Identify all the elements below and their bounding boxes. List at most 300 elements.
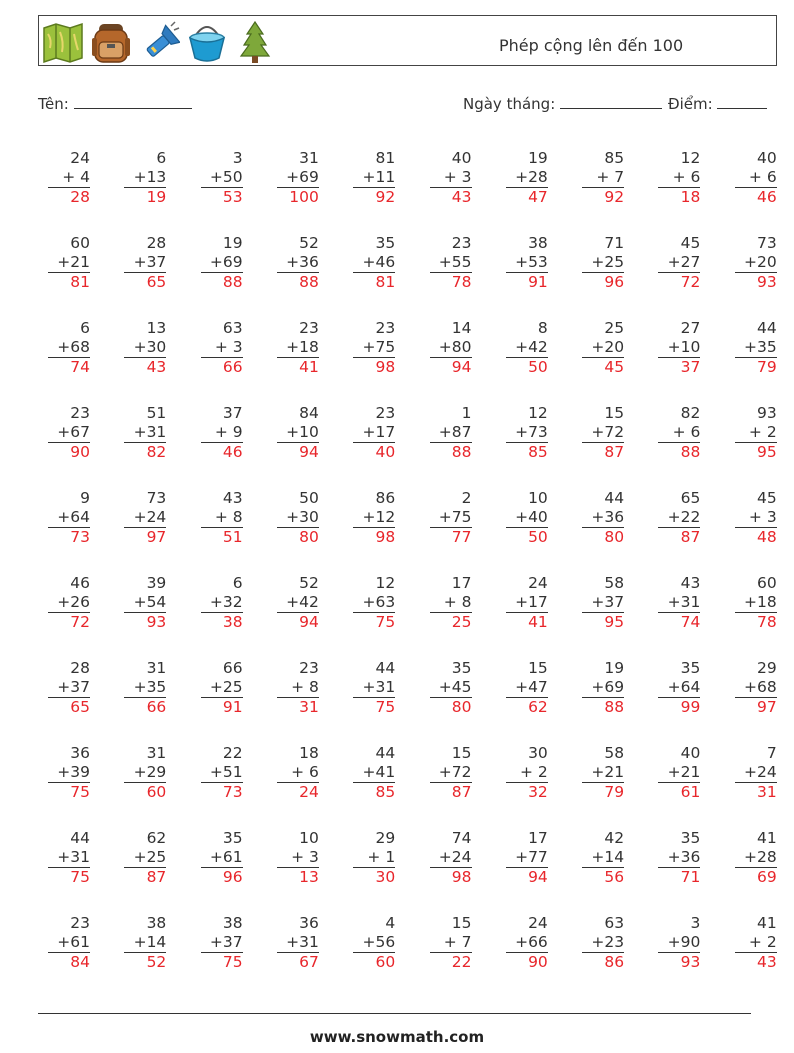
sum-answer: 94 — [299, 443, 319, 461]
sum-answer: 90 — [70, 443, 90, 461]
sum-answer: 50 — [528, 528, 548, 546]
addend-bottom: +61 — [48, 933, 90, 953]
addition-problem — [353, 404, 395, 462]
addition-problem — [582, 404, 624, 462]
addition-problem — [277, 744, 319, 802]
page-title: Phép cộng lên đến 100 — [499, 36, 684, 55]
sum-answer: 61 — [680, 783, 701, 801]
addition-problem — [48, 149, 90, 207]
sum-answer: 98 — [375, 358, 396, 376]
addend-bottom: +66 — [506, 933, 548, 953]
sum-answer: 73 — [222, 783, 243, 801]
sum-answer: 94 — [299, 613, 319, 631]
addition-problem — [582, 489, 624, 547]
name-label: Tên: — [38, 95, 69, 113]
addend-bottom: +10 — [658, 338, 700, 358]
addend-top: 44 — [375, 659, 396, 677]
addition-problem — [735, 404, 777, 462]
date-label: Ngày tháng: — [463, 95, 556, 113]
sum-answer: 53 — [222, 188, 243, 206]
addend-top: 44 — [756, 319, 777, 337]
addend-top: 23 — [299, 659, 319, 677]
addend-bottom: +55 — [430, 253, 472, 273]
addition-problem — [48, 234, 90, 292]
addition-problem — [353, 914, 395, 972]
addend-bottom: + 7 — [430, 933, 472, 953]
addend-top: 35 — [222, 829, 243, 847]
addition-problem — [277, 829, 319, 887]
addend-bottom: +72 — [430, 763, 472, 783]
addend-bottom: + 3 — [430, 168, 472, 188]
sum-answer: 88 — [680, 443, 701, 461]
sum-answer: 80 — [451, 698, 472, 716]
addend-top: 19 — [528, 149, 548, 167]
addend-top: 52 — [299, 574, 319, 592]
addend-bottom: +29 — [124, 763, 166, 783]
addend-bottom: +68 — [735, 678, 777, 698]
sum-answer: 74 — [680, 613, 701, 631]
name-blank[interactable] — [74, 94, 192, 109]
sum-answer: 75 — [70, 868, 90, 886]
addend-top: 45 — [756, 489, 777, 507]
addend-top: 41 — [756, 829, 777, 847]
sum-answer: 32 — [528, 783, 548, 801]
addend-bottom: +36 — [582, 508, 624, 528]
sum-answer: 40 — [375, 443, 396, 461]
addend-bottom: +21 — [48, 253, 90, 273]
addend-bottom: +39 — [48, 763, 90, 783]
backpack-icon — [90, 20, 132, 64]
addition-problem — [201, 489, 243, 547]
addition-problem — [582, 914, 624, 972]
score-label: Điểm: — [668, 95, 713, 113]
addend-top: 2 — [461, 489, 472, 507]
addend-top: 24 — [528, 574, 548, 592]
addend-bottom: +30 — [124, 338, 166, 358]
addition-problem — [430, 829, 472, 887]
addition-problem — [506, 574, 548, 632]
addend-bottom: + 6 — [658, 168, 700, 188]
addition-problem — [582, 574, 624, 632]
addend-bottom: +31 — [48, 848, 90, 868]
addend-bottom: +14 — [124, 933, 166, 953]
sum-answer: 43 — [146, 358, 167, 376]
addition-problem — [201, 829, 243, 887]
addition-problem — [201, 319, 243, 377]
addend-top: 15 — [451, 914, 472, 932]
addition-problem — [277, 659, 319, 717]
sum-answer: 69 — [756, 868, 777, 886]
addend-top: 17 — [528, 829, 548, 847]
addend-bottom: +31 — [277, 933, 319, 953]
addition-problem — [124, 234, 166, 292]
addition-problem — [353, 319, 395, 377]
addend-top: 15 — [528, 659, 548, 677]
addend-bottom: +37 — [201, 933, 243, 953]
addition-problem — [430, 489, 472, 547]
sum-answer: 75 — [70, 783, 90, 801]
date-blank[interactable] — [560, 94, 662, 109]
addend-bottom: + 6 — [735, 168, 777, 188]
addend-bottom: +28 — [735, 848, 777, 868]
addition-problem — [506, 149, 548, 207]
addend-top: 4 — [385, 914, 396, 932]
addend-top: 42 — [604, 829, 625, 847]
addend-top: 9 — [80, 489, 90, 507]
sum-answer: 88 — [451, 443, 472, 461]
sum-answer: 92 — [375, 188, 396, 206]
addition-problem — [353, 234, 395, 292]
addition-problem — [430, 234, 472, 292]
sum-answer: 96 — [604, 273, 625, 291]
sum-answer: 66 — [146, 698, 167, 716]
addend-top: 25 — [604, 319, 625, 337]
addend-top: 51 — [146, 404, 167, 422]
addend-top: 40 — [451, 149, 472, 167]
sum-answer: 91 — [528, 273, 548, 291]
addition-problem — [201, 659, 243, 717]
sum-answer: 38 — [222, 613, 243, 631]
sum-answer: 80 — [604, 528, 625, 546]
sum-answer: 50 — [528, 358, 548, 376]
addend-bottom: +54 — [124, 593, 166, 613]
addend-top: 74 — [451, 829, 472, 847]
addition-problem — [735, 659, 777, 717]
addend-bottom: +41 — [353, 763, 395, 783]
addend-top: 7 — [766, 744, 777, 762]
map-icon — [42, 20, 84, 64]
addend-top: 62 — [146, 829, 167, 847]
addend-bottom: + 3 — [201, 338, 243, 358]
addition-problem — [430, 914, 472, 972]
sum-answer: 60 — [375, 953, 396, 971]
sum-answer: 92 — [604, 188, 625, 206]
sum-answer: 84 — [70, 953, 90, 971]
addition-problem — [430, 404, 472, 462]
addend-top: 58 — [604, 574, 625, 592]
sum-answer: 75 — [375, 613, 396, 631]
addend-top: 93 — [756, 404, 777, 422]
addition-problem — [201, 574, 243, 632]
addend-top: 84 — [299, 404, 319, 422]
addition-problem — [353, 744, 395, 802]
sum-answer: 91 — [222, 698, 243, 716]
addition-problem — [277, 319, 319, 377]
addition-problem — [506, 234, 548, 292]
addition-problem — [658, 234, 700, 292]
addend-bottom: +32 — [201, 593, 243, 613]
addend-top: 6 — [80, 319, 90, 337]
addition-problem — [124, 744, 166, 802]
addition-problem — [124, 404, 166, 462]
addition-problem — [201, 149, 243, 207]
addition-problem — [201, 914, 243, 972]
addend-top: 28 — [146, 234, 167, 252]
addition-problem — [658, 829, 700, 887]
addend-top: 66 — [222, 659, 243, 677]
addend-bottom: +20 — [582, 338, 624, 358]
addend-bottom: +24 — [124, 508, 166, 528]
sum-answer: 85 — [528, 443, 548, 461]
sum-answer: 78 — [756, 613, 777, 631]
addend-top: 63 — [604, 914, 625, 932]
addend-bottom: +72 — [582, 423, 624, 443]
sum-answer: 56 — [604, 868, 625, 886]
addition-problem — [430, 319, 472, 377]
addend-bottom: +12 — [353, 508, 395, 528]
sum-answer: 72 — [680, 273, 701, 291]
addend-bottom: + 2 — [735, 933, 777, 953]
addition-problem — [353, 659, 395, 717]
addend-top: 40 — [680, 744, 701, 762]
addition-problem — [582, 149, 624, 207]
addend-bottom: +63 — [353, 593, 395, 613]
addition-problem — [277, 574, 319, 632]
addend-bottom: +36 — [277, 253, 319, 273]
addend-top: 28 — [70, 659, 90, 677]
sum-answer: 31 — [756, 783, 777, 801]
addend-bottom: +80 — [430, 338, 472, 358]
addend-top: 31 — [299, 149, 319, 167]
footer-url[interactable]: www.snowmath.com — [309, 1028, 485, 1046]
addend-top: 19 — [222, 234, 243, 252]
addend-bottom: +13 — [124, 168, 166, 188]
addend-top: 35 — [451, 659, 472, 677]
addend-top: 44 — [604, 489, 625, 507]
sum-answer: 100 — [289, 188, 319, 206]
sum-answer: 60 — [146, 783, 167, 801]
addend-bottom: + 6 — [658, 423, 700, 443]
addition-problem — [506, 829, 548, 887]
addend-top: 40 — [756, 149, 777, 167]
addend-top: 24 — [528, 914, 548, 932]
sum-answer: 87 — [451, 783, 472, 801]
addend-bottom: +90 — [658, 933, 700, 953]
addend-top: 50 — [299, 489, 319, 507]
addend-bottom: +64 — [48, 508, 90, 528]
addend-bottom: +42 — [506, 338, 548, 358]
sum-answer: 48 — [756, 528, 777, 546]
addition-problem — [353, 574, 395, 632]
addend-bottom: +46 — [353, 253, 395, 273]
addend-top: 3 — [232, 149, 243, 167]
addend-top: 31 — [146, 659, 167, 677]
addend-bottom: +27 — [658, 253, 700, 273]
addend-top: 45 — [680, 234, 701, 252]
addend-bottom: +69 — [582, 678, 624, 698]
addition-problem — [277, 404, 319, 462]
addend-top: 35 — [680, 829, 701, 847]
addition-problem — [48, 404, 90, 462]
addend-top: 73 — [146, 489, 167, 507]
addend-bottom: +23 — [582, 933, 624, 953]
addend-bottom: + 7 — [582, 168, 624, 188]
addend-bottom: +18 — [277, 338, 319, 358]
sum-answer: 95 — [756, 443, 777, 461]
addend-top: 8 — [537, 319, 548, 337]
addend-top: 71 — [604, 234, 625, 252]
sum-answer: 78 — [451, 273, 472, 291]
addend-bottom: +21 — [658, 763, 700, 783]
addend-bottom: +30 — [277, 508, 319, 528]
addend-top: 23 — [299, 319, 319, 337]
addend-bottom: +42 — [277, 593, 319, 613]
addend-top: 27 — [680, 319, 701, 337]
addend-bottom: + 2 — [735, 423, 777, 443]
addition-problem — [201, 234, 243, 292]
addition-problem — [124, 574, 166, 632]
addend-bottom: +31 — [353, 678, 395, 698]
addition-problem — [48, 914, 90, 972]
addend-top: 44 — [70, 829, 90, 847]
addition-problem — [658, 489, 700, 547]
addend-bottom: +10 — [277, 423, 319, 443]
sum-answer: 41 — [299, 358, 319, 376]
addend-top: 13 — [146, 319, 167, 337]
addend-bottom: +51 — [201, 763, 243, 783]
addition-problem — [658, 574, 700, 632]
footer-divider — [38, 1013, 751, 1014]
sum-answer: 79 — [756, 358, 777, 376]
addition-problem — [735, 149, 777, 207]
addend-top: 1 — [461, 404, 472, 422]
addend-top: 35 — [680, 659, 701, 677]
addend-top: 43 — [680, 574, 701, 592]
addend-bottom: + 3 — [277, 848, 319, 868]
addition-problem — [48, 319, 90, 377]
addition-problem — [48, 489, 90, 547]
sum-answer: 51 — [222, 528, 243, 546]
addend-top: 15 — [604, 404, 625, 422]
addend-top: 73 — [756, 234, 777, 252]
addition-problem — [48, 829, 90, 887]
addend-bottom: +40 — [506, 508, 548, 528]
addition-problem — [658, 659, 700, 717]
addend-bottom: +11 — [353, 168, 395, 188]
addend-bottom: + 4 — [48, 168, 90, 188]
addend-bottom: + 9 — [201, 423, 243, 443]
addend-bottom: +56 — [353, 933, 395, 953]
sum-answer: 93 — [146, 613, 167, 631]
addend-top: 30 — [528, 744, 548, 762]
addition-problem — [124, 489, 166, 547]
sum-answer: 52 — [146, 953, 167, 971]
addend-top: 63 — [222, 319, 243, 337]
addend-top: 3 — [690, 914, 701, 932]
addend-top: 18 — [299, 744, 319, 762]
addend-top: 58 — [604, 744, 625, 762]
addend-bottom: +75 — [353, 338, 395, 358]
addend-top: 29 — [375, 829, 396, 847]
addend-bottom: +69 — [201, 253, 243, 273]
addition-problem — [277, 914, 319, 972]
addition-problem — [658, 319, 700, 377]
sum-answer: 81 — [70, 273, 90, 291]
score-field — [668, 94, 767, 113]
addend-bottom: +26 — [48, 593, 90, 613]
addition-problem — [506, 319, 548, 377]
addend-bottom: + 8 — [201, 508, 243, 528]
addition-problem — [353, 829, 395, 887]
addition-problem — [735, 914, 777, 972]
addition-problem — [201, 404, 243, 462]
sum-answer: 65 — [146, 273, 167, 291]
addend-top: 31 — [146, 744, 167, 762]
addend-top: 12 — [680, 149, 701, 167]
addend-top: 6 — [232, 574, 243, 592]
addend-bottom: +31 — [658, 593, 700, 613]
sum-answer: 90 — [528, 953, 548, 971]
addend-bottom: + 3 — [735, 508, 777, 528]
name-field — [38, 94, 192, 113]
addend-top: 36 — [299, 914, 319, 932]
addend-bottom: +61 — [201, 848, 243, 868]
addition-problem — [582, 234, 624, 292]
addend-bottom: + 1 — [353, 848, 395, 868]
addend-top: 81 — [375, 149, 396, 167]
addend-top: 38 — [528, 234, 548, 252]
sum-answer: 87 — [680, 528, 701, 546]
sum-answer: 95 — [604, 613, 625, 631]
addend-top: 46 — [70, 574, 90, 592]
addend-top: 60 — [70, 234, 90, 252]
addition-problem — [353, 149, 395, 207]
addition-problem — [735, 319, 777, 377]
addend-top: 24 — [70, 149, 90, 167]
addend-bottom: +14 — [582, 848, 624, 868]
sum-answer: 66 — [222, 358, 243, 376]
addend-bottom: +25 — [124, 848, 166, 868]
addend-top: 22 — [222, 744, 243, 762]
score-blank[interactable] — [717, 94, 767, 109]
sum-answer: 43 — [756, 953, 777, 971]
addition-problem — [124, 659, 166, 717]
sum-answer: 79 — [604, 783, 625, 801]
addition-problem — [582, 829, 624, 887]
sum-answer: 98 — [451, 868, 472, 886]
sum-answer: 94 — [528, 868, 548, 886]
sum-answer: 87 — [146, 868, 167, 886]
addend-bottom: +25 — [201, 678, 243, 698]
addend-bottom: +31 — [124, 423, 166, 443]
addition-problem — [430, 744, 472, 802]
addend-top: 37 — [222, 404, 243, 422]
addition-problem — [735, 744, 777, 802]
addition-problem — [124, 914, 166, 972]
addition-problem — [582, 744, 624, 802]
addend-top: 10 — [299, 829, 319, 847]
addend-bottom: +47 — [506, 678, 548, 698]
addition-problem — [506, 404, 548, 462]
addition-problem — [506, 744, 548, 802]
addition-problem — [506, 489, 548, 547]
sum-answer: 71 — [680, 868, 701, 886]
sum-answer: 93 — [756, 273, 777, 291]
sum-answer: 25 — [451, 613, 472, 631]
addend-top: 35 — [375, 234, 396, 252]
addend-bottom: + 8 — [277, 678, 319, 698]
addend-top: 12 — [375, 574, 396, 592]
addend-bottom: +75 — [430, 508, 472, 528]
sum-answer: 75 — [375, 698, 396, 716]
addition-problem — [430, 149, 472, 207]
addend-bottom: +69 — [277, 168, 319, 188]
addend-top: 17 — [451, 574, 472, 592]
addend-bottom: +28 — [506, 168, 548, 188]
addend-bottom: +37 — [48, 678, 90, 698]
addition-problem — [506, 914, 548, 972]
addend-bottom: +50 — [201, 168, 243, 188]
